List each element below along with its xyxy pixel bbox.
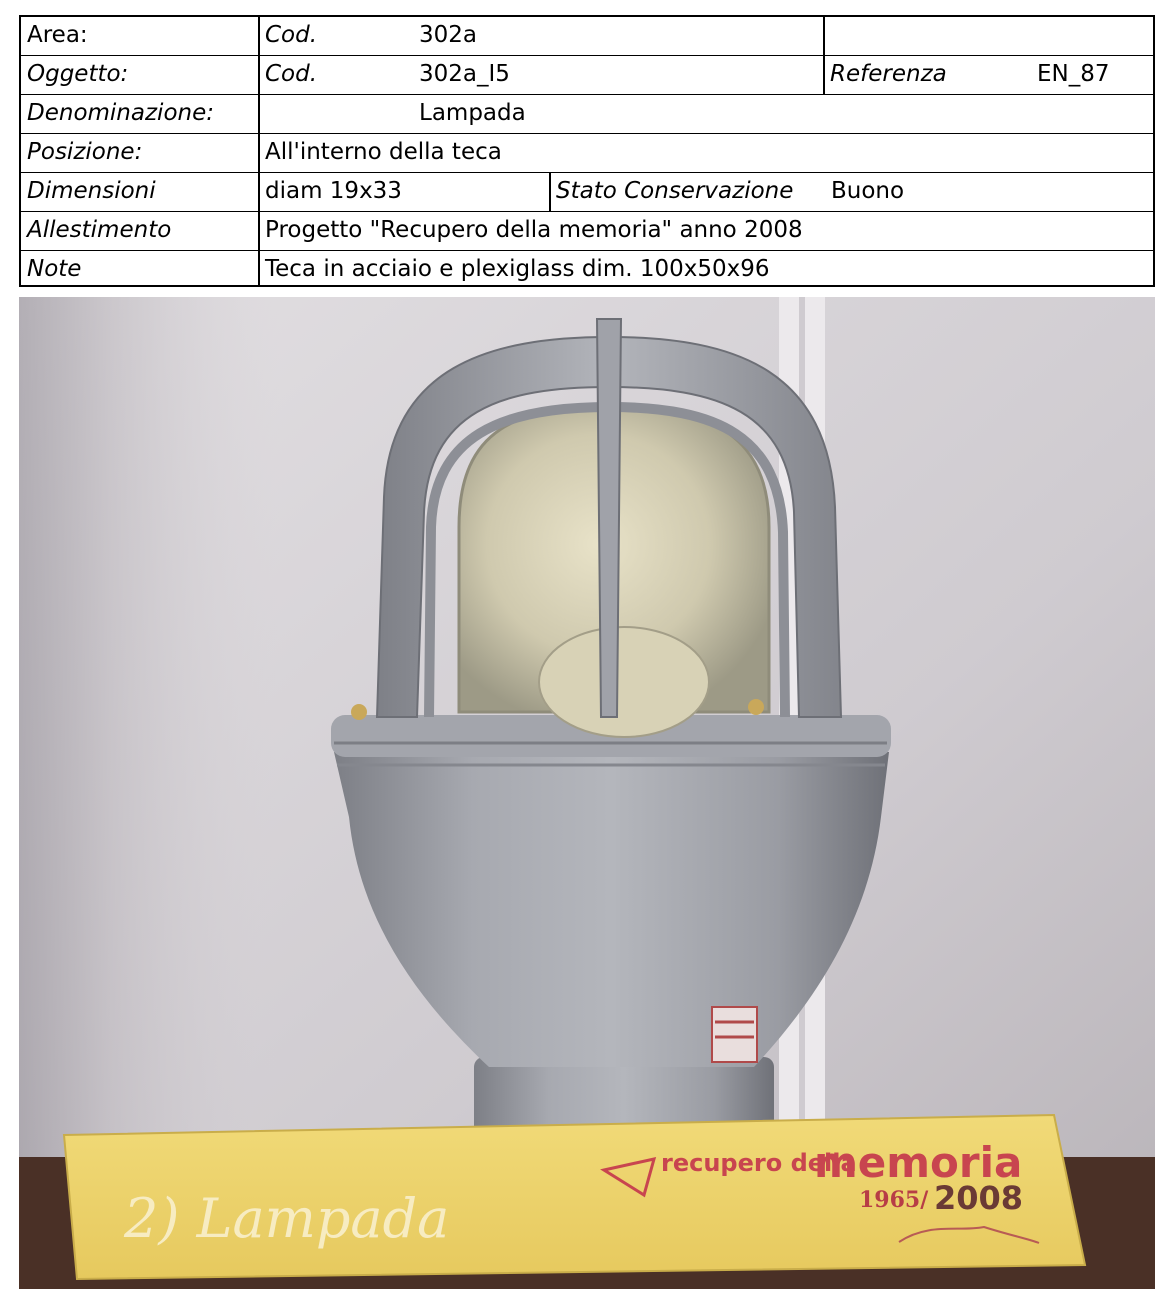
stato-value: Buono [831,178,905,204]
allestimento-value: Progetto "Recupero della memoria" anno 2008 [265,217,803,243]
row-dimensioni [21,173,1153,212]
allestimento-label: Allestimento [27,217,172,243]
lamp-photo-svg [19,297,1155,1289]
stato-label: Stato Conservazione [556,178,794,204]
logo-years-end: 2008 [934,1179,1024,1217]
row-area [21,17,1153,56]
lamp-sticker [712,1007,757,1062]
row-denominazione [21,95,1153,134]
lamp-photo [19,297,1155,1289]
bolt-left [351,704,367,720]
referenza-label: Referenza [830,61,947,87]
lamp-bulb [539,627,709,737]
area-cod-value: 302a [419,22,477,48]
oggetto-label: Oggetto: [27,61,129,87]
logo-years-start: 1965/ [859,1187,929,1213]
dimensioni-value: diam 19x33 [265,178,402,204]
posizione-label: Posizione: [27,139,143,165]
bolt-right [748,699,764,715]
area-label: Area: [27,22,88,48]
logo-big-text: memoria [814,1138,1023,1187]
row-posizione [21,134,1153,173]
denominazione-label: Denominazione: [27,100,214,126]
note-label: Note [27,256,82,282]
oggetto-cod-value: 302a_I5 [419,61,510,87]
row-note [21,251,1153,287]
denominazione-value: Lampada [419,100,526,126]
dimensioni-label: Dimensioni [27,178,156,204]
logo-small-text: recupero della [661,1149,857,1177]
oggetto-cod-label: Cod. [265,61,318,87]
posizione-value: All'interno della teca [265,139,502,165]
row-allestimento [21,212,1153,251]
row-oggetto [21,56,1153,95]
area-empty-cell [824,17,1155,55]
area-cod-label: Cod. [265,22,318,48]
note-value: Teca in acciaio e plexiglass dim. 100x50x96 [265,256,770,282]
catalog-record-table [19,15,1155,287]
lamp-cage-bar [597,319,621,717]
placard-text: 2) Lampada [124,1187,450,1250]
referenza-value: EN_87 [1037,61,1110,87]
